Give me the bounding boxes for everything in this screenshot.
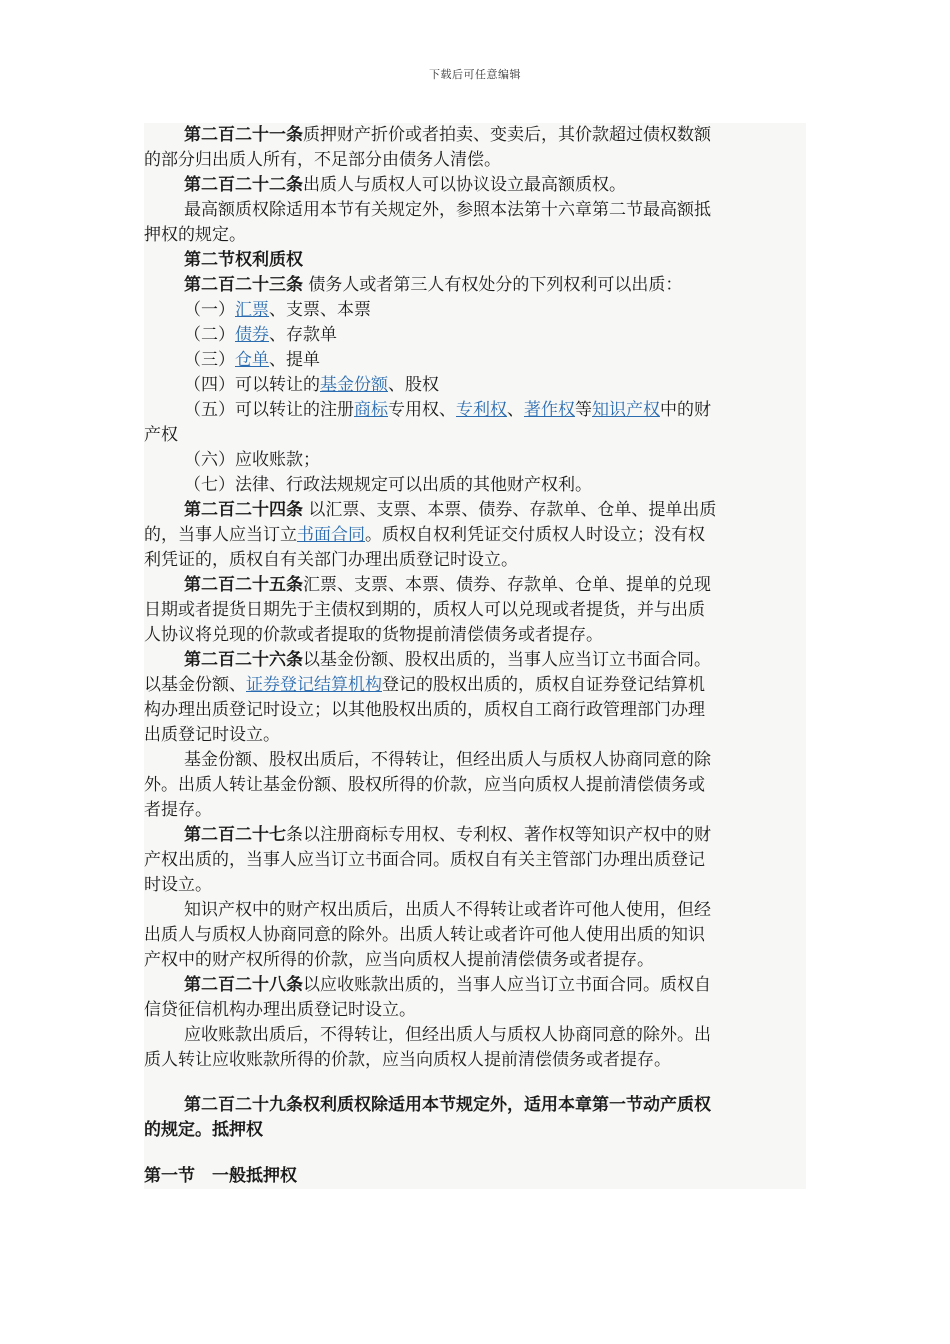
article-228-title: 第二百二十八条 xyxy=(184,975,303,995)
section-2-heading: 第二节权利质权 xyxy=(184,250,303,270)
article-225-title: 第二百二十五条 xyxy=(184,575,303,595)
article-227-para2-line1: 知识产权中的财产权出质后，出质人不得转让或者许可他人使用，但经 xyxy=(184,900,711,920)
list-item-1: （一）汇票、支票、本票 xyxy=(184,300,371,320)
article-226-line2: 以基金份额、证券登记结算机构登记的股权出质的，质权自证券登记结算机 xyxy=(144,675,705,695)
article-226-line4: 出质登记时设立。 xyxy=(144,725,280,745)
article-224-line1: 第二百二十四条 以汇票、支票、本票、债券、存款单、仓单、提单出质 xyxy=(184,500,717,520)
list-item-2: （二）债券、存款单 xyxy=(184,325,337,345)
article-229-line1: 第二百二十九条权利质权除适用本节规定外，适用本章第一节动产质权 xyxy=(184,1095,711,1115)
article-222-para2-line2: 押权的规定。 xyxy=(144,225,246,245)
article-228-para2-line2: 质人转让应收账款所得的价款，应当向质权人提前清偿债务或者提存。 xyxy=(144,1050,671,1070)
link-zhengquan-dengji[interactable]: 证券登记结算机构 xyxy=(246,675,382,695)
article-227-line3: 时设立。 xyxy=(144,875,212,895)
list-item-5-cont: 产权 xyxy=(144,425,178,445)
article-222-title: 第二百二十二条 xyxy=(184,175,303,195)
article-225-line2: 日期或者提货日期先于主债权到期的，质权人可以兑现或者提货，并与出质 xyxy=(144,600,705,620)
article-224-line3: 利凭证的，质权自有关部门办理出质登记时设立。 xyxy=(144,550,518,570)
article-227-para2-line2: 出质人与质权人协商同意的除外。出质人转让或者许可他人使用出质的知识 xyxy=(144,925,705,945)
article-221-line1: 第二百二十一条质押财产折价或者拍卖、变卖后，其价款超过债权数额 xyxy=(184,125,711,145)
article-227-para2-line3: 产权中的财产权所得的价款，应当向质权人提前清偿债务或者提存。 xyxy=(144,950,654,970)
article-226-para2-line1: 基金份额、股权出质后，不得转让，但经出质人与质权人协商同意的除 xyxy=(184,750,711,770)
article-224-line2: 的，当事人应当订立书面合同。质权自权利凭证交付质权人时设立；没有权 xyxy=(144,525,705,545)
article-226-para2-line2: 外。出质人转让基金份额、股权所得的价款，应当向质权人提前清偿债务或 xyxy=(144,775,705,795)
article-223-title: 第二百二十三条 xyxy=(184,275,303,295)
list-item-6: （六）应收账款； xyxy=(184,450,320,470)
article-229-line2: 的规定。抵押权 xyxy=(144,1120,263,1140)
link-jijin-fene[interactable]: 基金份额 xyxy=(320,375,388,395)
list-item-7: （七）法律、行政法规规定可以出质的其他财产权利。 xyxy=(184,475,592,495)
article-221-line2: 的部分归出质人所有，不足部分由债务人清偿。 xyxy=(144,150,501,170)
article-228-para2-line1: 应收账款出质后，不得转让，但经出质人与质权人协商同意的除外。出 xyxy=(184,1025,711,1045)
article-227-title: 第二百二十七 xyxy=(184,825,286,845)
link-cangdan[interactable]: 仓单 xyxy=(235,350,269,370)
section-1-heading: 第一节 一般抵押权 xyxy=(144,1166,297,1186)
list-item-4: （四）可以转让的基金份额、股权 xyxy=(184,375,439,395)
article-222-para2-line1: 最高额质权除适用本节有关规定外，参照本法第十六章第二节最高额抵 xyxy=(184,200,711,220)
article-226-line3: 构办理出质登记时设立；以其他股权出质的，质权自工商行政管理部门办理 xyxy=(144,700,705,720)
link-zhishi-chanquan[interactable]: 知识产权 xyxy=(592,400,660,420)
list-item-3: （三）仓单、提单 xyxy=(184,350,320,370)
article-226-title: 第二百二十六条 xyxy=(184,650,303,670)
article-228-line1: 第二百二十八条以应收账款出质的，当事人应当订立书面合同。质权自 xyxy=(184,975,711,995)
link-huipiao[interactable]: 汇票 xyxy=(235,300,269,320)
article-221-title: 第二百二十一条 xyxy=(184,125,303,145)
article-223-line1: 第二百二十三条 债务人或者第三人有权处分的下列权利可以出质： xyxy=(184,275,683,295)
article-225-line1: 第二百二十五条汇票、支票、本票、债券、存款单、仓单、提单的兑现 xyxy=(184,575,711,595)
page-header: 下载后可任意编辑 xyxy=(429,68,521,81)
list-item-5: （五）可以转让的注册商标专用权、专利权、著作权等知识产权中的财 xyxy=(184,400,711,420)
article-222-line1: 第二百二十二条出质人与质权人可以协议设立最高额质权。 xyxy=(184,175,626,195)
link-zhaiquan[interactable]: 债券 xyxy=(235,325,269,345)
link-zhuzuoquan[interactable]: 著作权 xyxy=(524,400,575,420)
link-shangbiao[interactable]: 商标 xyxy=(354,400,388,420)
article-227-line1: 第二百二十七条以注册商标专用权、专利权、著作权等知识产权中的财 xyxy=(184,825,711,845)
link-shumian-hetong[interactable]: 书面合同 xyxy=(297,525,365,545)
article-224-title: 第二百二十四条 xyxy=(184,500,303,520)
article-226-para2-line3: 者提存。 xyxy=(144,800,212,820)
article-226-line1: 第二百二十六条以基金份额、股权出质的，当事人应当订立书面合同。 xyxy=(184,650,711,670)
article-228-line2: 信贷征信机构办理出质登记时设立。 xyxy=(144,1000,416,1020)
document-body xyxy=(144,123,806,1189)
link-zhuanliquan[interactable]: 专利权 xyxy=(456,400,507,420)
article-227-line2: 产权出质的，当事人应当订立书面合同。质权自有关主管部门办理出质登记 xyxy=(144,850,705,870)
article-225-line3: 人协议将兑现的价款或者提取的货物提前清偿债务或者提存。 xyxy=(144,625,603,645)
